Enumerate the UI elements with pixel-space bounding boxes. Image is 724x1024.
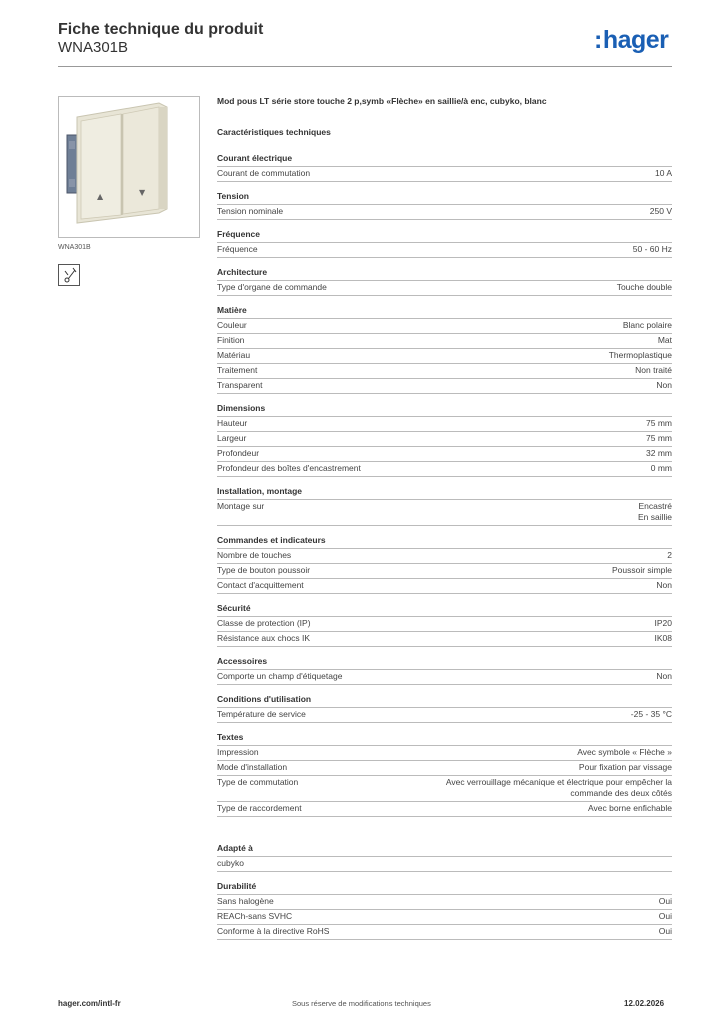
spec-label: Fréquence: [217, 244, 258, 254]
spec-value: 75 mm: [646, 433, 672, 443]
hager-logo: [594, 28, 668, 53]
spec-label: Montage sur: [217, 501, 265, 511]
spec-value: Non: [656, 380, 672, 390]
spec-section: [217, 535, 672, 594]
section-title: Conditions d'utilisation: [217, 694, 672, 708]
footer-date: 12.02.2026: [624, 999, 665, 1008]
spec-value: 10 A: [654, 168, 672, 178]
spec-row: [217, 349, 672, 364]
spec-section: [217, 229, 672, 258]
spec-value: Non: [656, 580, 672, 590]
spec-row: [217, 632, 672, 647]
section-title: Tension: [217, 191, 672, 205]
spec-value: Non traité: [635, 365, 672, 375]
spec-value: Avec symbole « Flèche »: [577, 747, 672, 757]
spec-label: Couleur: [217, 320, 247, 330]
section-title: Sécurité: [217, 603, 672, 617]
spec-label: Comporte un champ d'étiquetage: [217, 671, 343, 681]
switch-illustration: [59, 97, 199, 237]
spec-row: [217, 776, 672, 802]
spec-section: [217, 843, 672, 872]
page-title: Fiche technique du produit: [58, 21, 264, 38]
spec-row: [217, 746, 672, 761]
section-title: Textes: [217, 732, 672, 746]
spec-value: Thermoplastique: [608, 350, 672, 360]
spec-value: 50 - 60 Hz: [632, 244, 672, 254]
spec-section: [217, 694, 672, 723]
spec-value: Oui: [658, 926, 672, 936]
spec-row: [217, 500, 672, 526]
spec-label: REACh-sans SVHC: [217, 911, 293, 921]
spec-row: [217, 564, 672, 579]
spec-label: Hauteur: [217, 418, 248, 428]
spec-label: Matériau: [217, 350, 251, 360]
spec-row: [217, 910, 672, 925]
section-title: Accessoires: [217, 656, 672, 670]
spec-value: Pour fixation par vissage: [578, 762, 672, 772]
section-title: Adapté à: [217, 843, 672, 857]
spec-label: Finition: [217, 335, 245, 345]
spec-row: [217, 447, 672, 462]
spec-value: IP20: [654, 618, 672, 628]
footer-disclaimer: Sous réserve de modifications techniques: [292, 999, 431, 1008]
spec-label: Impression: [217, 747, 259, 757]
spec-label: Mode d'installation: [217, 762, 288, 772]
spec-row: [217, 462, 672, 477]
spec-label: Profondeur: [217, 448, 260, 458]
spec-value: Oui: [658, 911, 672, 921]
spec-label: Type de bouton poussoir: [217, 565, 311, 575]
spec-row: [217, 334, 672, 349]
spec-row: [217, 432, 672, 447]
spec-row: [217, 281, 672, 296]
spec-label: Traitement: [217, 365, 258, 375]
spec-label: Type d'organe de commande: [217, 282, 327, 292]
section-title: Architecture: [217, 267, 672, 281]
switch-symbol-icon: [58, 264, 80, 286]
spec-label: Type de raccordement: [217, 803, 302, 813]
spec-row: [217, 708, 672, 723]
spec-value: -25 - 35 °C: [630, 709, 672, 719]
spec-value: 2: [667, 550, 672, 560]
product-reference: WNA301B: [58, 39, 129, 56]
spec-row: [217, 579, 672, 594]
spec-row: [217, 670, 672, 685]
spec-content: [217, 96, 672, 949]
spec-row: [217, 379, 672, 394]
tech-characteristics-title: Caractéristiques techniques: [217, 127, 331, 137]
spec-row: [217, 205, 672, 220]
section-title: Courant électrique: [217, 153, 672, 167]
spec-value: Encastré En saillie: [637, 501, 672, 522]
spec-section: [217, 153, 672, 182]
section-title: Durabilité: [217, 881, 672, 895]
spec-row: [217, 761, 672, 776]
spec-label: Contact d'acquittement: [217, 580, 304, 590]
spec-row: [217, 243, 672, 258]
spec-row: [217, 364, 672, 379]
section-title: Fréquence: [217, 229, 672, 243]
spec-row: [217, 549, 672, 564]
spec-value: IK08: [654, 633, 672, 643]
spec-value: 75 mm: [646, 418, 672, 428]
spec-section: [217, 403, 672, 477]
spec-label: cubyko: [217, 858, 244, 868]
logo-text: hager: [602, 26, 669, 54]
spec-label: Classe de protection (IP): [217, 618, 311, 628]
spec-value: Touche double: [616, 282, 672, 292]
spec-label: Nombre de touches: [217, 550, 292, 560]
footer-website: hager.com/intl-fr: [58, 999, 121, 1008]
spec-label: Résistance aux chocs IK: [217, 633, 311, 643]
spec-label: Courant de commutation: [217, 168, 311, 178]
spec-value: Avec borne enfichable: [588, 803, 672, 813]
section-title: Installation, montage: [217, 486, 672, 500]
header-divider: [58, 66, 672, 67]
spec-label: Conforme à la directive RoHS: [217, 926, 330, 936]
spec-label: Température de service: [217, 709, 306, 719]
spec-value: Avec verrouillage mécanique et électrique pour empêcher la commande des deux côtés: [445, 777, 672, 798]
section-title: Commandes et indicateurs: [217, 535, 672, 549]
spec-section: [217, 267, 672, 296]
spec-section: [217, 191, 672, 220]
spec-value: Oui: [658, 896, 672, 906]
spec-row: [217, 857, 672, 872]
spec-label: Tension nominale: [217, 206, 284, 216]
spec-section: [217, 486, 672, 526]
image-caption: WNA301B: [58, 244, 91, 251]
spec-section: [217, 656, 672, 685]
spec-label: Largeur: [217, 433, 247, 443]
logo-colon: :: [594, 26, 602, 54]
spec-section: [217, 881, 672, 940]
spec-section: [217, 732, 672, 817]
spec-label: Profondeur des boîtes d'encastrement: [217, 463, 361, 473]
spec-sections: [217, 153, 672, 940]
section-title: Matière: [217, 305, 672, 319]
svg-text:▲: ▲: [97, 192, 104, 201]
product-image: [58, 96, 200, 238]
spec-value: 0 mm: [650, 463, 672, 473]
spec-row: [217, 319, 672, 334]
spec-value: 32 mm: [646, 448, 672, 458]
svg-text:▼: ▼: [139, 188, 146, 197]
spec-value: 250 V: [649, 206, 672, 216]
product-description: Mod pous LT série store touche 2 p,symb «Flèche» en saillie/à enc, cubyko, blanc: [217, 96, 547, 106]
spec-label: Transparent: [217, 380, 263, 390]
section-title: Dimensions: [217, 403, 672, 417]
spec-row: [217, 925, 672, 940]
spec-value: Poussoir simple: [612, 565, 672, 575]
spec-value: Blanc polaire: [622, 320, 672, 330]
spec-row: [217, 617, 672, 632]
spec-label: Type de commutation: [217, 777, 299, 787]
spec-value: Non: [656, 671, 672, 681]
spec-row: [217, 802, 672, 817]
spec-value: Mat: [657, 335, 672, 345]
spec-section: [217, 305, 672, 394]
spec-row: [217, 167, 672, 182]
spec-label: Sans halogène: [217, 896, 274, 906]
spec-row: [217, 895, 672, 910]
spec-section: [217, 603, 672, 647]
spec-row: [217, 417, 672, 432]
